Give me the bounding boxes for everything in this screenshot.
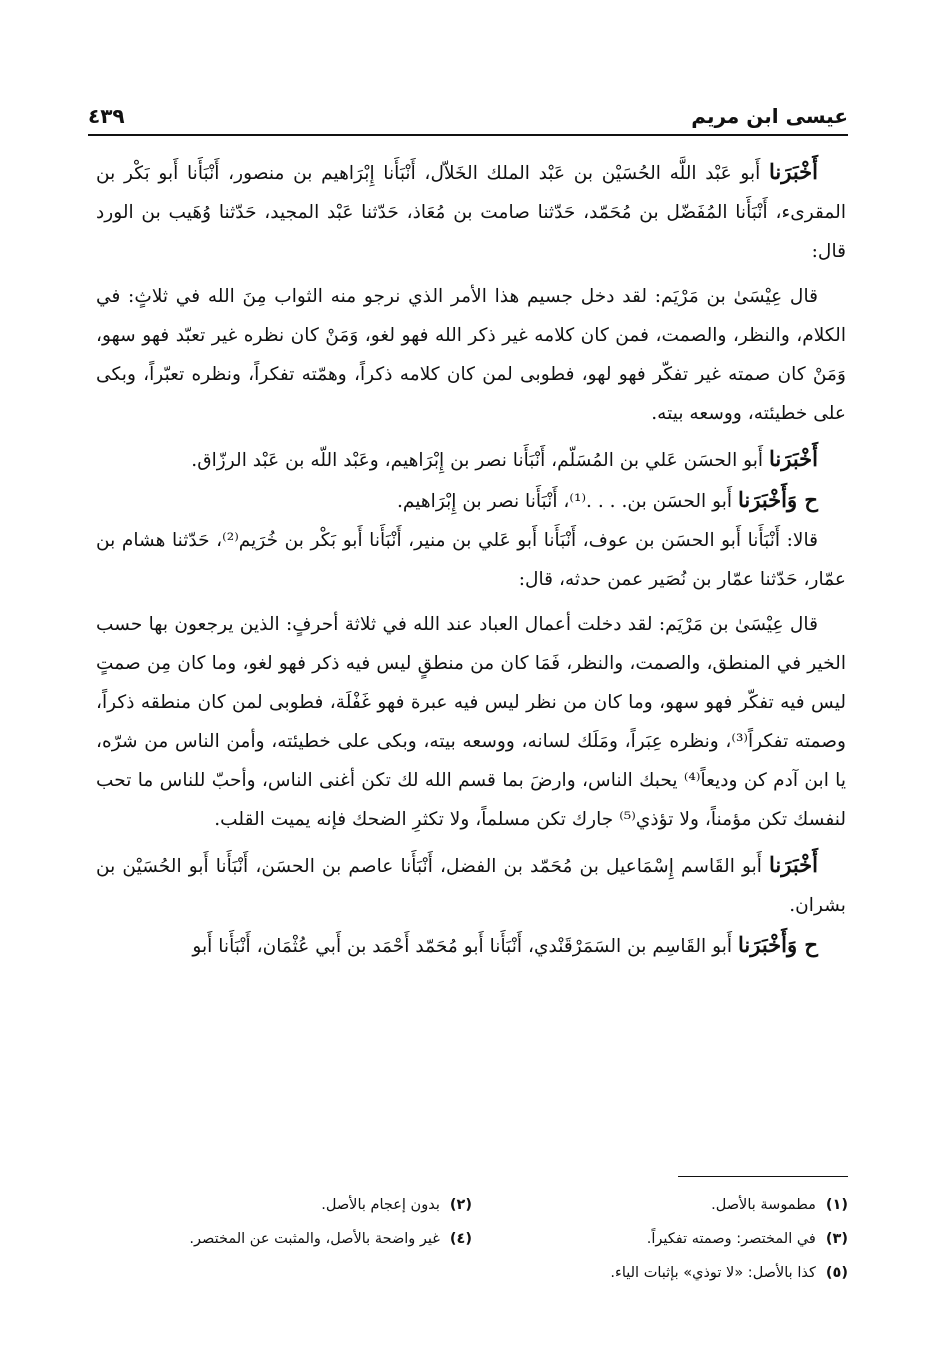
page-number: ٤٣٩	[88, 104, 125, 128]
footnote-number: (٢)	[449, 1197, 472, 1213]
paragraph	[96, 152, 846, 271]
footnote-number: (٤)	[449, 1231, 472, 1247]
paragraph-text: أَبو عَبْد اللَّه الحُسَيْن بن عَبْد الملك الخَلاّل، أَنْبَأَنا إِبْرَاهيم بن منصور، أَنْبَأَنا أَبو بَكْر بن المقرىء، أَنْبَأَنا المُفَضّل بن مُحَمّد، حَدّثنا صامت بن مُعَاذ، حَدّثنا عَبْد المجيد، حَدّثنا وُهَيب بن الورد قال:	[96, 163, 846, 262]
footnote-number: (١)	[825, 1197, 848, 1213]
isnad-lead: أَخْبَرَنا	[769, 852, 818, 877]
isnad-lead: أَخْبَرَنا	[769, 159, 818, 184]
running-title: عيسى ابن مريم	[691, 104, 848, 128]
footnotes	[96, 1188, 848, 1290]
footnote-number: (٥)	[825, 1265, 848, 1281]
paragraph-text: قال عِيْسَىٰ بن مَرْيَم: لقد دخلت أعمال العباد عند الله في ثلاثة أحرفٍ: الذين يرجعون بها حسب الخير في المنطق، والصمت، والنظر، فَمَا كان من منطقٍ ليس فيه ذكر فهو لغو، وما كان مِن صمتٍ ليس فيه تفكّر فهو سهو، وما كان من نظر ليس فيه عبرة فهو غَفْلَة، فطوبى لمن كان منطقه ذكراً، وصمته تفكراً⁽³⁾، ونظره عِبَراً، ومَلَك لسانه، ووسعه بيته، وبكى على خطيئته، وأمن الناس من شرّه، يا ابن آدم كن وديعاً⁽⁴⁾ يحبك الناس، وارضَ بما قسم الله لك تكن أغنى الناس، وأحبّ للناس ما تحب لنفسك تكن مؤمناً، ولا تؤذي⁽⁵⁾ جارك تكن مسلماً، ولا تكثرِ الضحك فإنه يميت القلب.	[96, 614, 847, 830]
paragraph	[96, 277, 846, 433]
footnote-text: في المختصر: وصمته تفكيراً.	[646, 1231, 816, 1247]
footnote-text: مطموسة بالأصل.	[711, 1197, 816, 1213]
paragraph-text: أَبو الحسَن بن. . . .⁽¹⁾، أَنْبَأَنا نصر بن إِبْرَاهيم.	[396, 491, 738, 512]
footnote	[472, 1222, 848, 1256]
paragraph-text: أَبو الحسَن عَلي بن المُسَلّم، أَنْبَأَنا نصر بن إِبْرَاهيم، وعَبْد اللّه بن عَبْد الرزّاق.	[191, 450, 770, 471]
footnote-row	[96, 1188, 848, 1222]
paragraph-text: أَبو القَاسِم بن السَمَرْقَنْدي، أَنْبَأَنا أَبو مُحَمّد أَحْمَد بن أَبي عُثْمَان، أَنْبَأَنا أَبو	[192, 936, 738, 957]
paragraph	[96, 521, 846, 599]
footnote	[472, 1188, 848, 1222]
isnad-lead: أَخْبَرَنا	[769, 446, 818, 471]
isnad-lead: ح وَأَخْبَرَنا	[738, 487, 818, 512]
footnote-number: (٣)	[825, 1231, 848, 1247]
paragraph	[96, 480, 846, 521]
footnote	[96, 1222, 472, 1256]
footnote-row	[96, 1256, 848, 1290]
footnote	[96, 1256, 848, 1290]
paragraph-text: قال عِيْسَىٰ بن مَرْيَم: لقد دخل جسيم هذا الأمر الذي نرجو منه الثواب مِنَ الله في ثلاثٍ: في الكلام، والنظر، والصمت، فمن كان كلامه غير ذكر الله فهو لغو، وَمَنْ كان نظره غير تعبّد فهو سهو، وَمَنْ كان صمته غير تفكّر فهو لهو، فطوبى لمن كان كلامه ذكراً، وهمّته تفكراً، ونظره تعبّراً، وبكى على خطيئته، ووسعه بيته.	[96, 286, 846, 424]
paragraph	[96, 605, 846, 839]
footnote-text: غير واضحة بالأصل، والمثبت عن المختصر.	[189, 1231, 440, 1247]
footnote-row	[96, 1222, 848, 1256]
main-text	[96, 152, 846, 966]
isnad-lead: ح وَأَخْبَرَنا	[738, 932, 818, 957]
paragraph-text: قالا: أَنْبَأَنا أَبو الحسَن بن عوف، أَنْبَأَنا أَبو عَلي بن منير، أَنْبَأَنا أَبو بَكْر بن خُرَيم⁽²⁾، حَدّثنا هشام بن عمّار، حَدّثنا عمّار بن نُصَير عمن حدثه، قال:	[96, 530, 846, 590]
paragraph-text: أَبو القَاسم إِسْمَاعيل بن مُحَمّد بن الفضل، أَنْبَأَنا عاصم بن الحسَن، أَنْبَأَنا أَبو الحُسَيْن بن بشران.	[96, 856, 846, 916]
footnote	[96, 1188, 472, 1222]
paragraph	[96, 845, 846, 925]
paragraph	[96, 439, 846, 480]
page-header	[88, 92, 848, 136]
footnote-text: بدون إعجام بالأصل.	[321, 1197, 440, 1213]
footnote-text: كذا بالأصل: «لا توذي» بإثبات الياء.	[610, 1265, 816, 1281]
footnote-divider	[678, 1176, 848, 1177]
paragraph	[96, 925, 846, 966]
